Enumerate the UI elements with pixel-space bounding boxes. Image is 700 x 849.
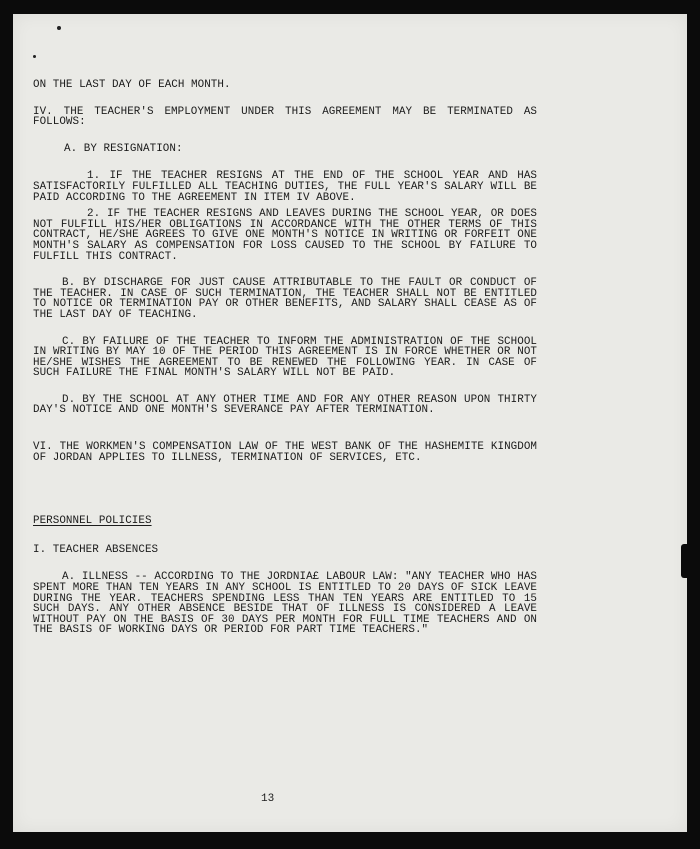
section-vi: VI. THE WORKMEN'S COMPENSATION LAW OF THE WEST BANK OF THE HASHEMITE KINGDOM OF JORDAN APPLIES TO ILLNESS, TERMINATION OF SERVICES, ETC. — [33, 441, 537, 464]
document-body — [33, 80, 537, 636]
illness-paragraph: A. ILLNESS -- ACCORDING TO THE JORDNIA£ LABOUR LAW: "ANY TEACHER WHO HAS SPENT MORE THAN TEN YEARS IN ANY SCHOOL IS ENTITLED TO 20 DAYS OF SICK LEAVE DURING THE YEAR. TEACHERS SPENDING LESS THAN TEN YEARS ARE ENTITLED TO 15 SUCH DAYS. ANY OTHER ABSENCE BESIDE THAT OF ILLNESS IS CONSIDERED A LEAVE WITHOUT PAY ON THE BASIS OF 30 DAYS PER MONTH FOR FULL TIME TEACHERS AND ON THE BASIS OF WORKING DAYS OR PERIOD FOR PART TIME TEACHERS." — [33, 571, 537, 637]
ink-speck — [33, 55, 36, 58]
personnel-policies-heading: PERSONNEL POLICIES — [33, 515, 152, 528]
item-b: B. BY DISCHARGE FOR JUST CAUSE ATTRIBUTABLE TO THE FAULT OR CONDUCT OF THE TEACHER. IN CASE OF SUCH TERMINATION, THE TEACHER SHALL NOT BE ENTITLED TO NOTICE OR TERMINATION PAY OR OTHER BENEFITS, AND SALARY SHALL CEASE AS OF THE LAST DAY OF TEACHING. — [33, 277, 537, 321]
text-line-top: ON THE LAST DAY OF EACH MONTH. — [33, 79, 231, 91]
document-page — [13, 14, 687, 832]
item-a-2: 2. IF THE TEACHER RESIGNS AND LEAVES DURING THE SCHOOL YEAR, OR DOES NOT FULFILL HIS/HER OBLIGATIONS IN ACCORDANCE WITH THE OTHER TERMS OF THIS CONTRACT, HE/SHE AGREES TO GIVE ONE MONTH'S NOTICE IN WRITING OR FORFEIT ONE MONTH'S SALARY AS COMPENSATION FOR LOSS CAUSED TO THE SCHOOL BY FAILURE TO FULFILL THIS CONTRACT. — [33, 208, 537, 263]
item-d: D. BY THE SCHOOL AT ANY OTHER TIME AND FOR ANY OTHER REASON UPON THIRTY DAY'S NOTICE AND ONE MONTH'S SEVERANCE PAY AFTER TERMINATION. — [33, 393, 537, 417]
item-a-1: 1. IF THE TEACHER RESIGNS AT THE END OF THE SCHOOL YEAR AND HAS SATISFACTORILY FULFILLED ALL TEACHING DUTIES, THE FULL YEAR'S SALARY WILL BE PAID ACCORDING TO THE AGREEMENT IN ITEM IV ABOVE. — [33, 170, 537, 204]
section-iv: IV. THE TEACHER'S EMPLOYMENT UNDER THIS AGREEMENT MAY BE TERMINATED AS FOLLOWS: — [33, 105, 537, 129]
page-edge-notch — [681, 544, 687, 578]
page-number: 13 — [261, 793, 275, 805]
ink-speck — [57, 26, 61, 30]
item-a-heading: A. BY RESIGNATION: — [64, 142, 183, 155]
teacher-absences-heading: I. TEACHER ABSENCES — [33, 543, 159, 556]
item-c: C. BY FAILURE OF THE TEACHER TO INFORM THE ADMINISTRATION OF THE SCHOOL IN WRITING BY MAY 10 OF THE PERIOD THIS AGREEMENT IS IN FORCE WHETHER OR NOT HE/SHE WISHES THE AGREEMENT TO BE RENEWED THE FOLLOWING YEAR. IN CASE OF SUCH FAILURE THE FINAL MONTH'S SALARY WILL NOT BE PAID. — [33, 335, 537, 380]
